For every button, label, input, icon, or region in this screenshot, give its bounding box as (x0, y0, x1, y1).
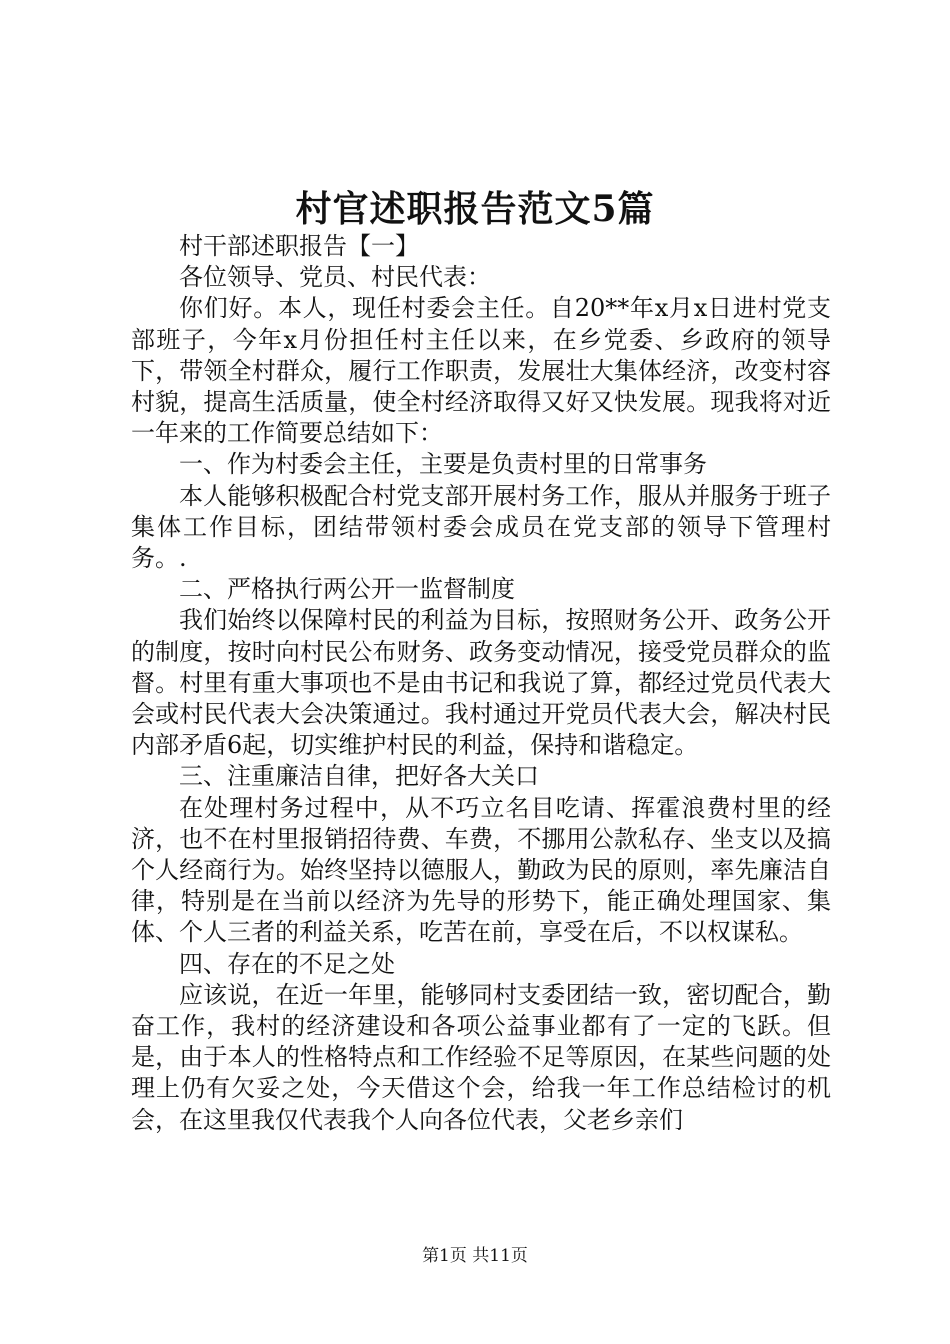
section-heading: 二、严格执行两公开一监督制度 (179, 575, 515, 604)
document-body (131, 231, 831, 1136)
document-title: 村官述职报告范文5篇 (295, 188, 655, 230)
salutation: 各位领导、党员、村民代表： (179, 263, 491, 292)
section-heading: 一、作为村委会主任，主要是负责村里的日常事务 (179, 450, 707, 479)
section-heading: 村干部述职报告【一】 (179, 232, 419, 260)
body-paragraph: 应该说，在近一年里，能够同村支委团结一致，密切配合，勤奋工作，我村的经济建设和各项公益事业都有了一定的飞跃。但是，由于本人的性格特点和工作经验不足等原因，在某些问题的处理上仍有欠妥之处，今天借这个会，给我一年工作总结检讨的机会，在这里我仅代表我个人向各位代表，父老乡亲们 (131, 980, 831, 1134)
body-paragraph: 我们始终以保障村民的利益为目标，按照财务公开、政务公开的制度，按时向村民公布财务、政务变动情况，接受党员群众的监督。村里有重大事项也不是由书记和我说了算，都经过党员代表大会或村民代表大会决策通过。我村通过开党员代表大会，解决村民内部矛盾6起，切实维护村民的利益，保持和谐稳定。 (131, 606, 831, 760)
section-heading: 三、注重廉洁自律，把好各大关口 (179, 762, 539, 791)
body-paragraph: 在处理村务过程中，从不巧立名目吃请、挥霍浪费村里的经济，也不在村里报销招待费、车费，不挪用公款私存、坐支以及搞个人经商行为。始终坚持以德服人，勤政为民的原则，率先廉洁自律，特别是在当前以经济为先导的形势下，能正确处理国家、集体、个人三者的利益关系，吃苦在前，享受在后，不以权谋私。 (131, 793, 831, 947)
body-paragraph: 你们好。本人，现任村委会主任。自20**年x月x日进村党支部班子，今年x月份担任村主任以来，在乡党委、乡政府的领导下，带领全村群众，履行工作职责，发展壮大集体经济，改变村容村貌，提高生活质量，使全村经济取得又好又快发展。现我将对近一年来的工作简要总结如下： (131, 294, 831, 448)
page-footer: 第1页 共11页 (422, 1246, 528, 1266)
section-heading: 四、存在的不足之处 (179, 949, 395, 978)
body-paragraph: 本人能够积极配合村党支部开展村务工作，服从并服务于班子集体工作目标，团结带领村委会成员在党支部的领导下管理村务。. (131, 481, 831, 573)
